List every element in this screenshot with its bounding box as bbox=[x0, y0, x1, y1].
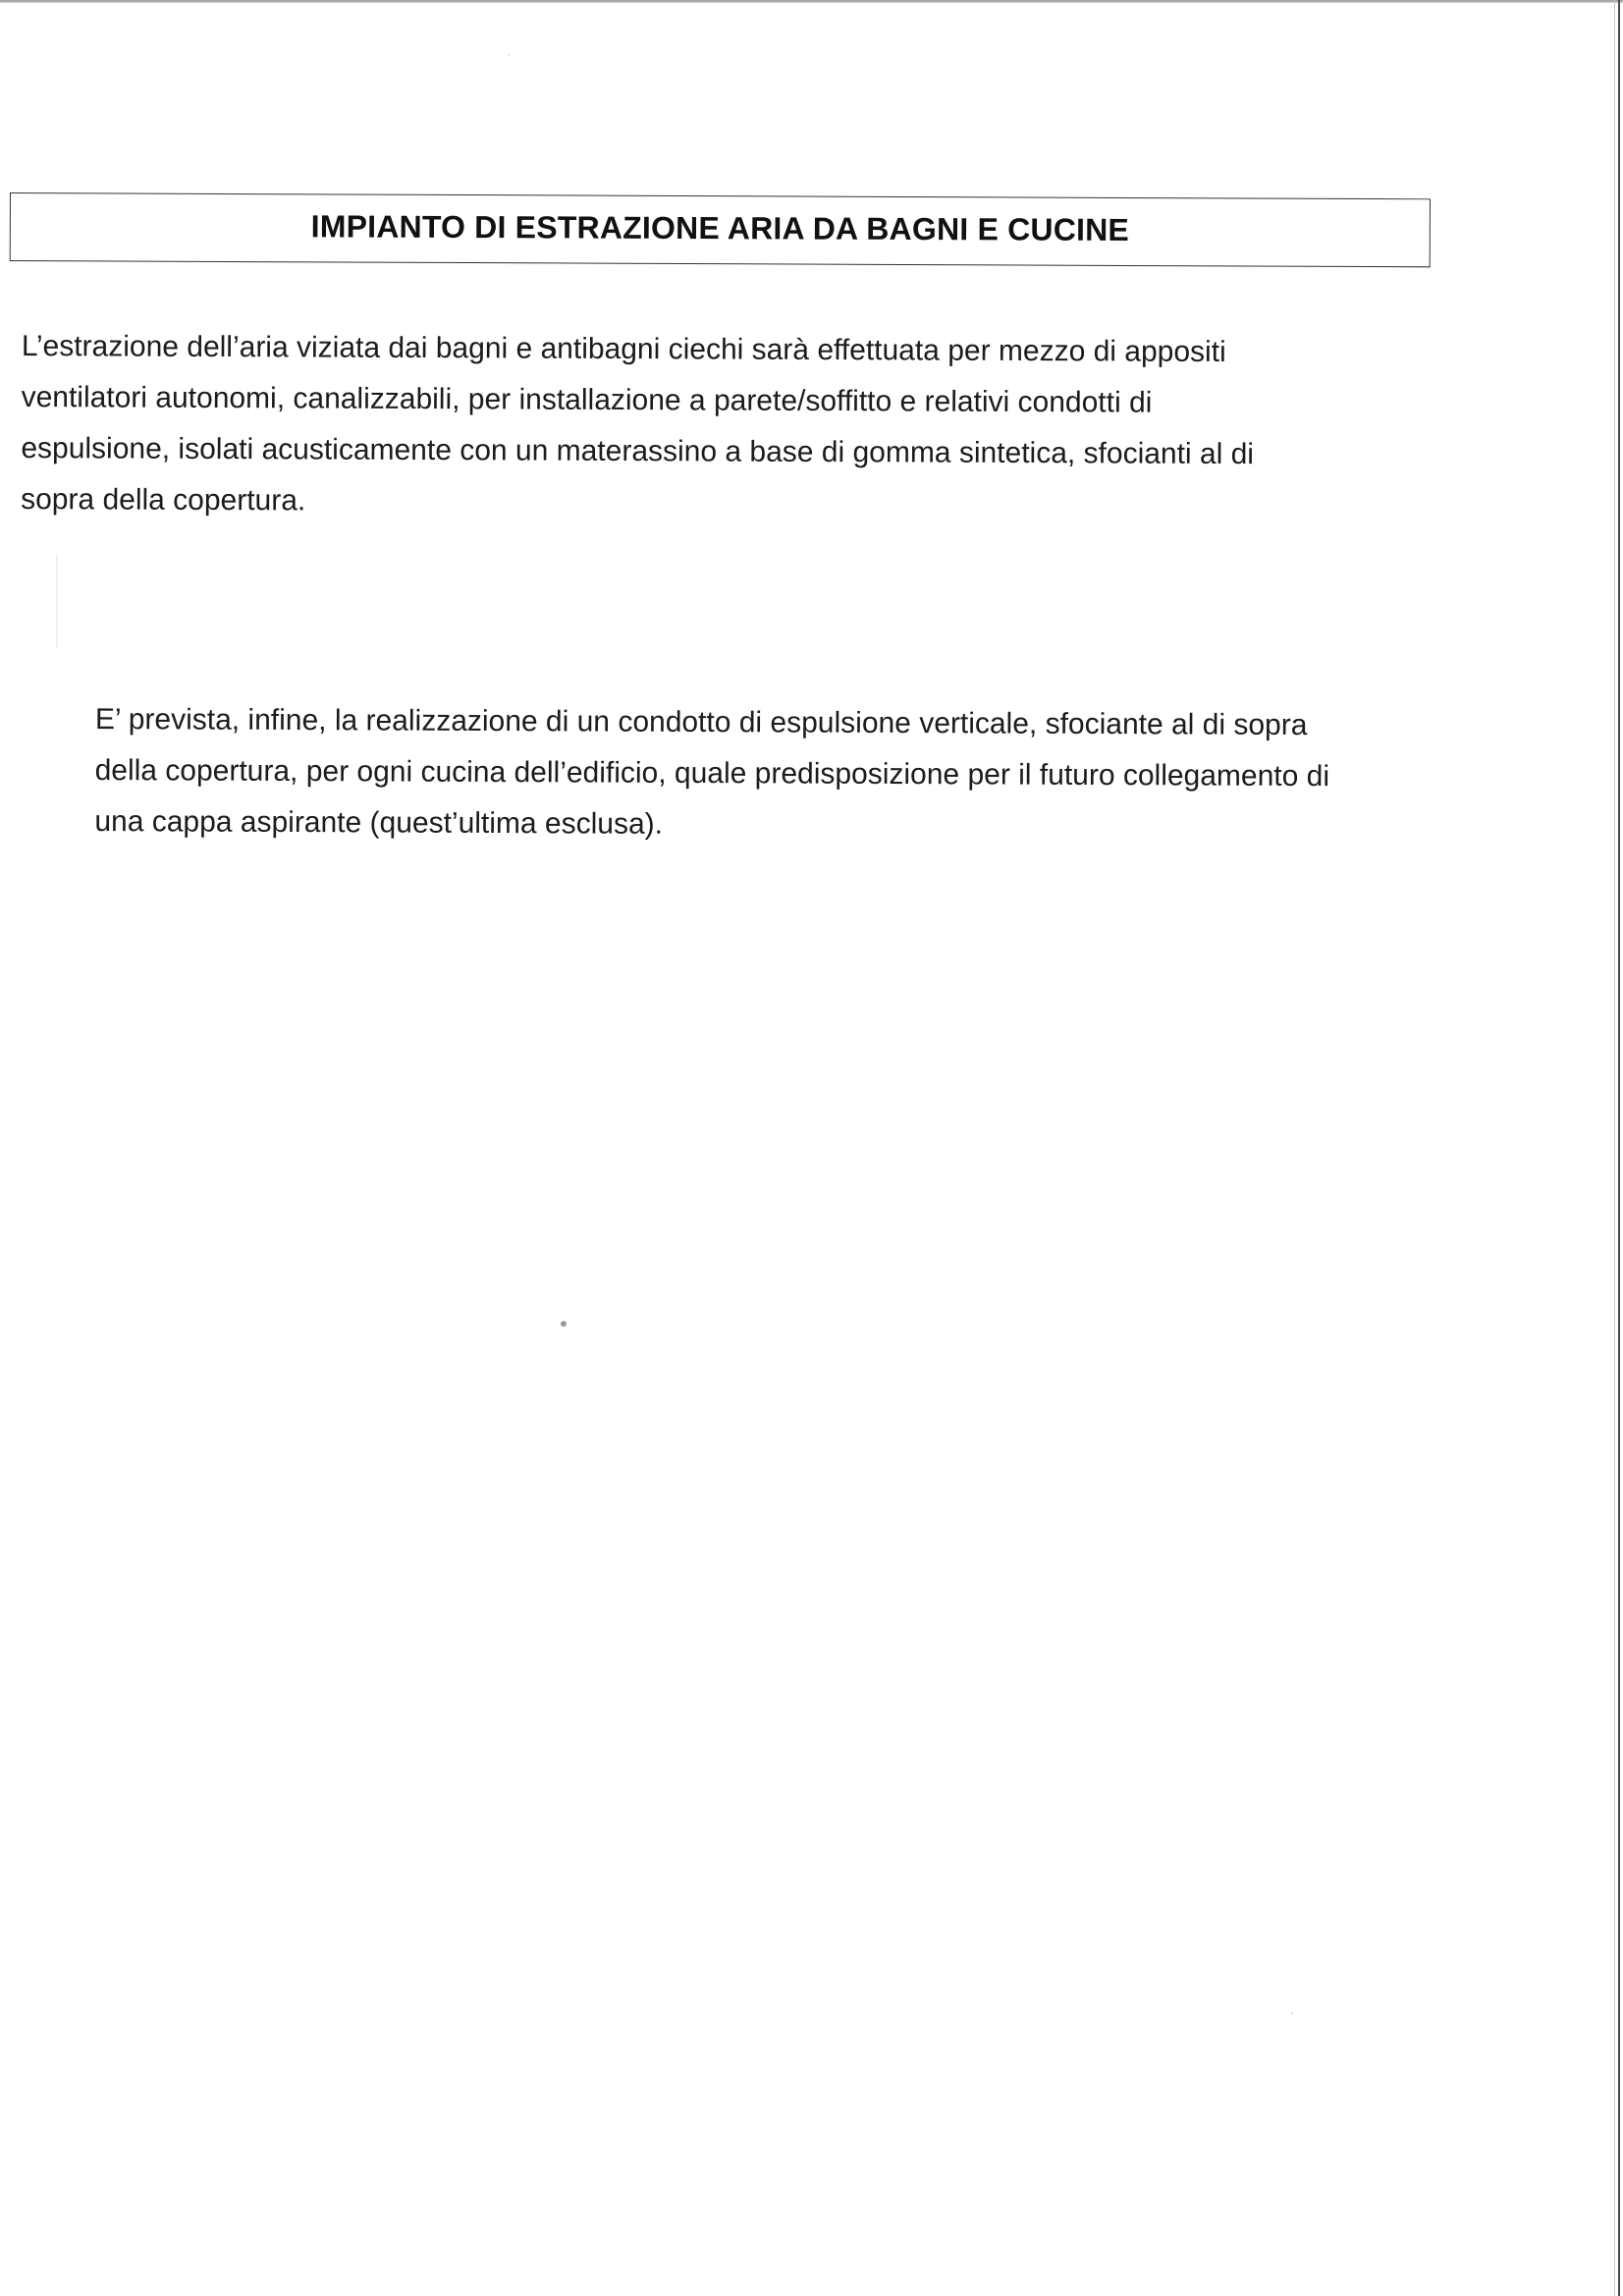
paragraph-line: espulsione, isolati acusticamente con un materassino a base di gomma sintetica, sfocianti al di bbox=[21, 431, 1255, 471]
paragraph-bathroom-extraction bbox=[21, 321, 1416, 532]
scan-top-edge bbox=[0, 0, 1623, 3]
scan-speck bbox=[561, 1321, 567, 1327]
paragraph-line: L’estrazione dell’aria viziata dai bagni e antibagni ciechi sarà effettuata per mezzo di appositi bbox=[21, 329, 1226, 368]
scan-artifact-mark bbox=[56, 555, 58, 648]
paragraph-line: una cappa aspirante (quest’ultima esclusa). bbox=[94, 804, 664, 841]
paragraph-kitchen-exhaust bbox=[94, 694, 1489, 854]
paragraph-line: della copertura, per ogni cucina dell’edificio, quale predisposizione per il futuro collegamento di bbox=[94, 753, 1330, 793]
section-title: IMPIANTO DI ESTRAZIONE ARIA DA BAGNI E CUCINE bbox=[310, 208, 1130, 247]
scan-speck bbox=[508, 54, 510, 56]
scan-right-edge bbox=[1618, 0, 1620, 2296]
paragraph-line: E’ prevista, infine, la realizzazione di un condotto di espulsione verticale, sfociante al di sopra bbox=[94, 702, 1308, 742]
scan-right-edge-shadow bbox=[1614, 0, 1615, 2296]
paragraph-line: ventilatori autonomi, canalizzabili, per installazione a parete/soffitto e relativi condotti di bbox=[21, 380, 1153, 419]
scan-speck bbox=[1291, 2012, 1293, 2014]
title-box bbox=[10, 192, 1431, 267]
paragraph-line: sopra della copertura. bbox=[21, 482, 306, 518]
